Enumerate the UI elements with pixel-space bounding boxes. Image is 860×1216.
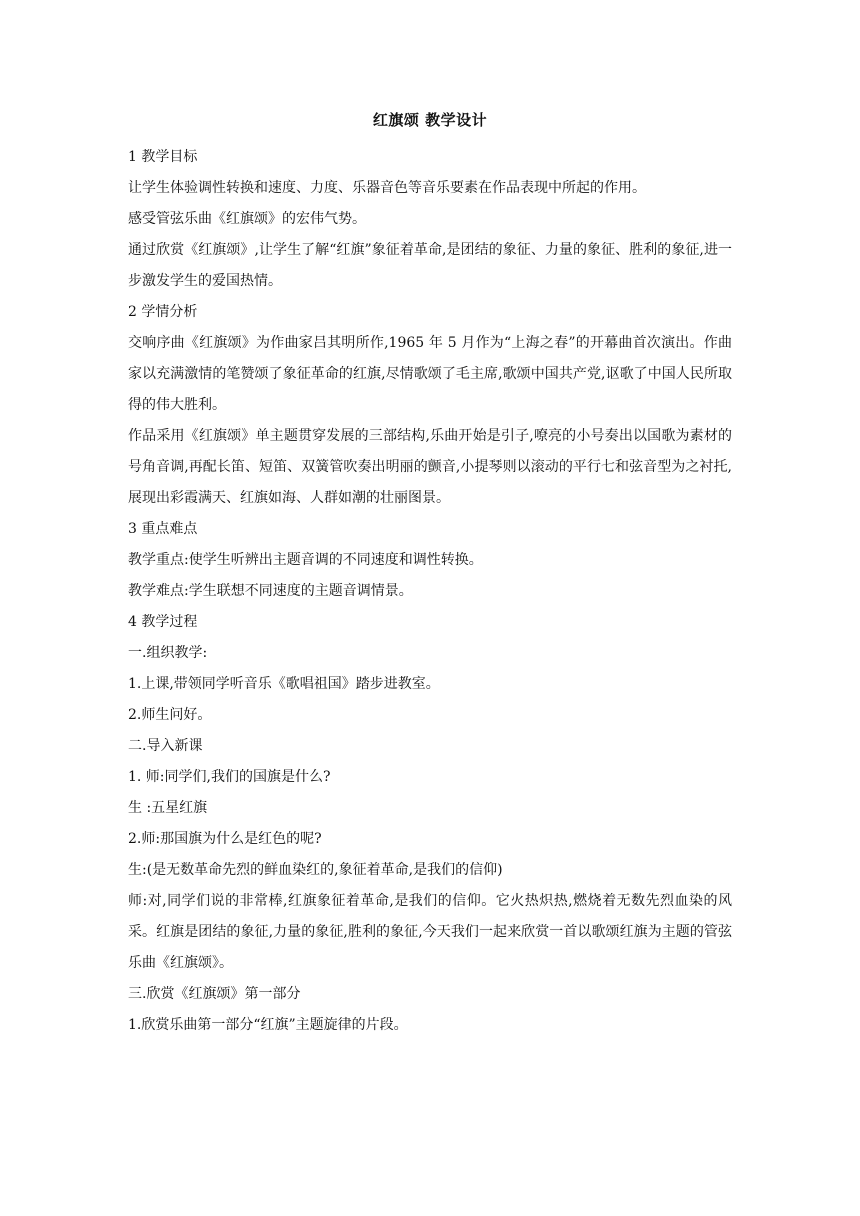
paragraph: 感受管弦乐曲《红旗颂》的宏伟气势。 (128, 211, 366, 227)
section-heading-key-points: 3 重点难点 (128, 521, 198, 537)
paragraph: 1.欣赏乐曲第一部分“红旗”主题旋律的片段。 (128, 1017, 408, 1033)
document-title: 红旗颂 教学设计 (372, 111, 488, 129)
paragraph: 交响序曲《红旗颂》为作曲家吕其明所作,1965 年 5 月作为“上海之春”的开幕曲首次演出。作曲家以充满激情的笔赞颂了象征革命的红旗,尽情歌颂了毛主席,歌颂中国共产党,讴歌了中国人民所取得的伟大胜利。 (128, 335, 732, 413)
section-heading-objectives: 1 教学目标 (128, 149, 198, 165)
document-body (128, 108, 732, 1041)
paragraph: 教学重点:使学生听辨出主题音调的不同速度和调性转换。 (128, 552, 483, 568)
paragraph: 生:(是无数革命先烈的鲜血染红的,象征着革命,是我们的信仰) (128, 862, 503, 878)
paragraph: 让学生体验调性转换和速度、力度、乐器音色等音乐要素在作品表现中所起的作用。 (128, 180, 646, 196)
paragraph: 一.组织教学: (128, 645, 208, 661)
paragraph: 生 :五星红旗 (128, 800, 208, 816)
paragraph: 通过欣赏《红旗颂》,让学生了解“红旗”象征着革命,是团结的象征、力量的象征、胜利的象征,进一步激发学生的爱国热情。 (128, 242, 732, 289)
paragraph: 1. 师:同学们,我们的国旗是什么? (128, 769, 331, 785)
paragraph: 二.导入新课 (128, 738, 203, 754)
section-heading-analysis: 2 学情分析 (128, 304, 198, 320)
section-heading-process: 4 教学过程 (128, 614, 198, 630)
paragraph: 教学难点:学生联想不同速度的主题音调情景。 (128, 583, 413, 599)
paragraph: 2.师:那国旗为什么是红色的呢? (128, 831, 322, 847)
paragraph: 2.师生问好。 (128, 707, 212, 723)
paragraph: 1.上课,带领同学听音乐《歌唱祖国》踏步进教室。 (128, 676, 440, 692)
paragraph: 作品采用《红旗颂》单主题贯穿发展的三部结构,乐曲开始是引子,嘹亮的小号奏出以国歌为素材的号角音调,再配长笛、短笛、双簧管吹奏出明丽的颤音,小提琴则以滚动的平行七和弦音型为之衬托,展现出彩霞满天、红旗如海、人群如潮的壮丽图景。 (128, 428, 732, 506)
paragraph: 师:对,同学们说的非常棒,红旗象征着革命,是我们的信仰。它火热炽热,燃烧着无数先烈血染的风采。红旗是团结的象征,力量的象征,胜利的象征,今天我们一起来欣赏一首以歌颂红旗为主题的管弦乐曲《红旗颂》。 (128, 893, 732, 971)
paragraph: 三.欣赏《红旗颂》第一部分 (128, 986, 301, 1002)
